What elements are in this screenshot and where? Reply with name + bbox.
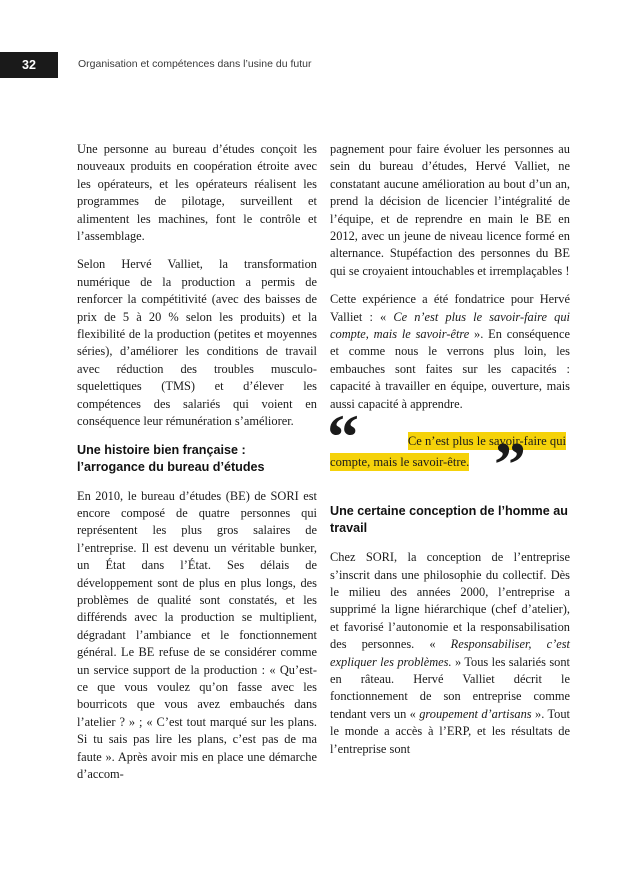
pull-quote-line: Ce n’est plus le savoir-faire qui	[407, 434, 566, 449]
left-column	[77, 141, 317, 794]
paragraph: En 2010, le bureau d’études (BE) de SORI est encore composé de quatre personnes qui représentent les plus gros salaires de l’entreprise. Il est devenu un véritable bunker, un État dans l’État. Ses délais de développement sont de plus en plus longs, des problèmes de qualité sont constatés, et les différends avec la production se multiplient, dégradant l’ambiance et le fonctionnement général. Le BE refuse de se considérer comme un service support de la production : « Qu’est-ce que vous voulez qu’on fasse avec les bourricots que vous avez embauchés dans l’atelier ? » ; « C’est tout marqué sur les plans. Si tu sais pas lire les plans, c’est pas de ma faute ». Après avoir mis en place une démarche d’accom-	[77, 488, 317, 781]
paragraph: Selon Hervé Valliet, la transformation numérique de la production a permis de renforcer la compétitivité (avec des baisses de prix de 5 à 20 % selon les produits) et la flexibilité de la production (petites et moyennes séries), d’améliorer les conditions de travail avec réduction des troubles musculo-squelettiques (TMS) et d’élever les compétences des salariés qui voient en conséquence leur rémunération s’améliorer.	[77, 257, 317, 429]
page-number: 32	[0, 52, 58, 78]
paragraph: Cette expérience a été fondatrice pour Hervé Valliet : « Ce n’est plus le savoir-faire qui compte, mais le savoir-être ». En conséquence et comme nous le verrons plus loin, les embauches sont faites sur les capacités : capacité à travailler en équipe, ouverture, mais aussi capacité à apprendre.	[330, 292, 570, 411]
open-quote-icon: “	[327, 401, 359, 473]
pull-quote-line: compte, mais le savoir-être.	[330, 455, 470, 470]
section-heading: Une histoire bien française : l’arrogance du bureau d’études	[77, 442, 265, 474]
right-column	[327, 141, 571, 769]
section-heading: Une certaine conception de l’homme au travail	[330, 504, 568, 536]
paragraph: pagnement pour faire évoluer les personnes au sein du bureau d’études, Hervé Valliet, ne constatant aucune amélioration au bout d’un an, prend la décision de licencier l’intégralité de l’équipe, et de reprendre en main le BE en 2012, avec un jeune de niveau licence formé en alternance. Stupéfaction des personnes du BE qui se croyaient intouchables et irremplaçables !	[330, 142, 570, 278]
running-title: Organisation et compétences dans l’usine du futur	[78, 58, 312, 70]
paragraph: Chez SORI, la conception de l’entreprise s’inscrit dans une philosophie du collectif. Dès le milieu des années 2000, l’entreprise a supprimé la ligne hiérarchique (chef d’atelier), et favorisé l’autonomie et la responsabilisation des personnes. « Responsabiliser, c’est expliquer les problèmes. » Tous les salariés sont en râteau. Hervé Valliet décrit le fonctionnement de son entreprise comme tendant vers un « groupement d’artisans ». Tout le monde a accès à l’ERP, et les résultats de l’entreprise sont	[330, 550, 571, 756]
close-quote-icon: ”	[494, 429, 526, 501]
paragraph: Une personne au bureau d’études conçoit les nouveaux produits en coopération étroite avec les opérateurs, et les opérateurs réalisent les programmes de pilotage, surveillent et alimentent les machines, font le contrôle et l’assemblage.	[77, 142, 317, 244]
pull-quote	[327, 401, 570, 501]
